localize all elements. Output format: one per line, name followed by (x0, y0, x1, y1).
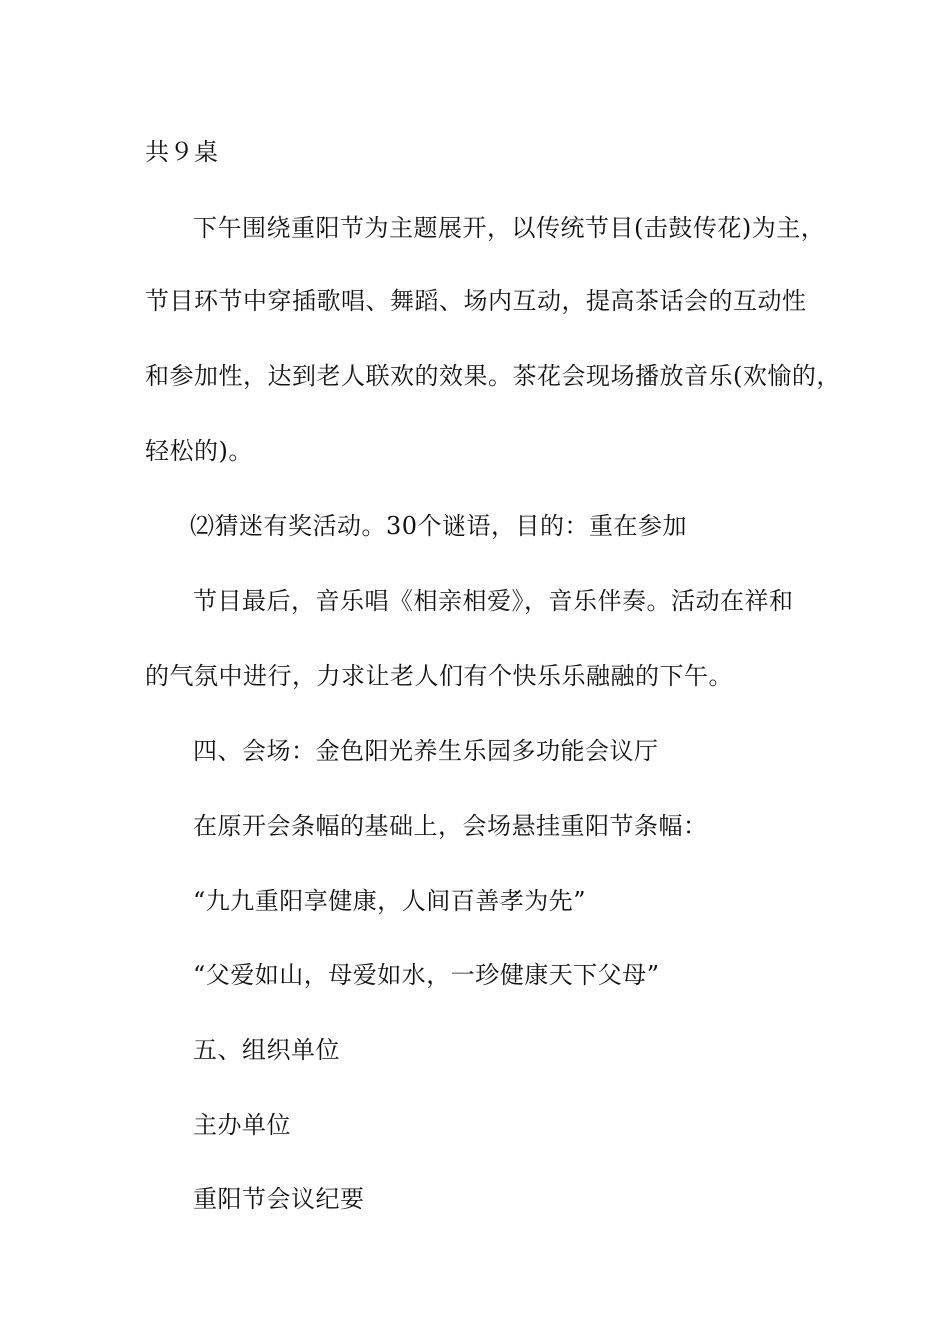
text-line-banner-one: “九九重阳享健康，人间百善孝为先” (193, 887, 587, 915)
text-line-organizer-heading: 五、组织单位 (193, 1036, 340, 1064)
text-line-host-unit: 主办单位 (193, 1111, 291, 1139)
text-line-banner-two: “父爱如山，母爱如水，一珍健康天下父母” (193, 961, 660, 989)
text-line-table-count: 共９桌 (145, 138, 219, 166)
text-line-relaxed: 轻松的)。 (145, 437, 253, 465)
text-line-participation: 和参加性，达到老人联欢的效果。茶花会现场播放音乐(欢愉的， (145, 362, 841, 390)
text-line-afternoon-theme: 下午围绕重阳节为主题展开，以传统节目(击鼓传花)为主， (193, 214, 826, 242)
text-line-venue-heading: 四、会场：金色阳光养生乐园多功能会议厅 (193, 737, 659, 765)
text-line-program-end: 节目最后，音乐唱《相亲相爱》，音乐伴奏。活动在祥和 (193, 587, 794, 615)
text-line-meeting-minutes: 重阳节会议纪要 (193, 1185, 365, 1213)
text-line-atmosphere: 的气氛中进行，力求让老人们有个快乐乐融融的下午。 (145, 662, 733, 690)
text-line-banner-intro: 在原开会条幅的基础上，会场悬挂重阳节条幅： (193, 812, 708, 840)
text-line-riddle-activity: ⑵猜迷有奖活动。30个谜语，目的：重在参加 (190, 512, 688, 540)
text-line-program-segments: 节目环节中穿插歌唱、舞蹈、场内互动，提高茶话会的互动性 (145, 287, 807, 315)
